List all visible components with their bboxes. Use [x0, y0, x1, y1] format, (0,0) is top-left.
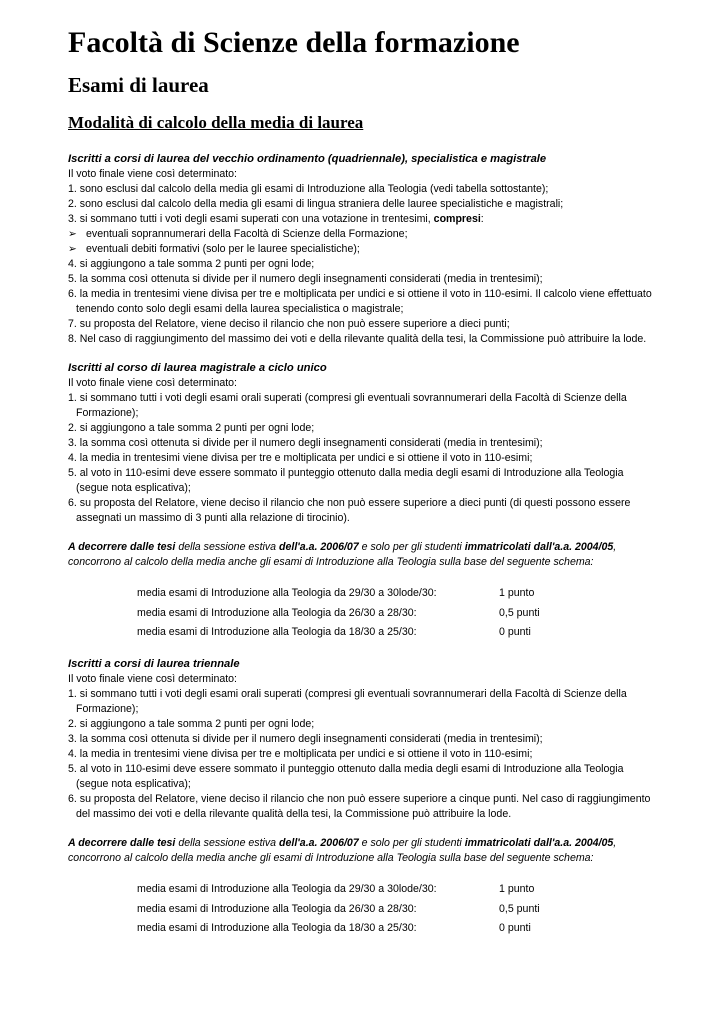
list-item: 2. si aggiungono a tale somma 2 punti per ogni lode; [68, 717, 315, 730]
schema-label: media esami di Introduzione alla Teologia da 26/30 a 28/30: [137, 902, 417, 915]
list-item: 5. al voto in 110-esimi deve essere sommato il punteggio ottenuto dalla media degli esami di Introduzione alla Teologia (segue nota esplicativa); [68, 467, 624, 494]
schema-label: media esami di Introduzione alla Teologia da 29/30 a 30lode/30: [137, 587, 437, 600]
note-emphasis: A decorrere dalle tesi [68, 541, 176, 553]
list-item: 3. la somma così ottenuta si divide per il numero degli insegnamenti considerati (media in trentesimi); [68, 732, 543, 745]
intro-text: Il voto finale viene così determinato: [68, 672, 238, 685]
list-item: 2. si aggiungono a tale somma 2 punti per ogni lode; [68, 422, 315, 434]
schema-row [137, 899, 658, 919]
list-item: 6. su proposta del Relatore, viene deciso il rilancio che non può essere superiore a dieci punti (di questi possono essere assegnati un massimo di 3 punti alla relazione di tirocinio). [68, 497, 631, 524]
schema-table [137, 584, 658, 643]
list-item-text: 3. si sommano tutti i voti degli esami superati con una votazione in trentesimi, [68, 213, 431, 225]
note-text: della sessione estiva [175, 836, 280, 849]
note-paragraph [68, 540, 658, 570]
schema-label: media esami di Introduzione alla Teologia da 26/30 a 28/30: [137, 606, 417, 619]
schema-label: media esami di Introduzione alla Teologia da 18/30 a 25/30: [137, 626, 417, 639]
list-item: 8. Nel caso di raggiungimento del massimo dei voti e della rilevante qualità della tesi, la Commissione può attribuire la lode. [68, 333, 647, 345]
schema-points: 0,5 punti [499, 902, 540, 915]
emphasis-text: compresi [433, 213, 481, 225]
note-text: concorrono al calcolo della media anche gli esami di Introduzione alla Teologia sulla base del seguente schema: [68, 851, 594, 864]
section-title: Iscritti a corsi di laurea triennale [68, 657, 240, 670]
schema-table [137, 880, 658, 939]
note-emphasis: dell'a.a. 2006/07 [279, 541, 359, 553]
bullet-item [68, 242, 658, 257]
list-item: 6. la media in trentesimi viene divisa per tre e moltiplicata per undici e si ottiene il voto in 110-esimi. Il calcolo viene effettuato tenendo conto solo degli esami della laurea specialistica o magistrale; [68, 288, 652, 315]
note-text: , [613, 836, 617, 849]
schema-points: 1 punto [499, 883, 535, 896]
bullet-text: eventuali soprannumerari della Facoltà di Scienze della Formazione; [86, 228, 408, 240]
punctuation: : [480, 213, 484, 225]
note-emphasis: dell'a.a. 2006/07 [279, 836, 359, 849]
note-emphasis: immatricolati dall'a.a. 2004/05 [464, 541, 614, 553]
intro-text: Il voto finale viene così determinato: [68, 377, 238, 389]
bullet-item [68, 227, 658, 242]
schema-row [137, 623, 658, 643]
page-title: Facoltà di Scienze della formazione [68, 26, 520, 59]
note-emphasis: immatricolati dall'a.a. 2004/05 [464, 836, 614, 849]
note-emphasis: A decorrere dalle tesi [68, 836, 176, 849]
schema-points: 0 punti [499, 922, 531, 935]
list-item: 1. si sommano tutti i voti degli esami orali superati (compresi gli eventuali sovrannumerari della Facoltà di Scienze della Formazione); [68, 392, 627, 419]
arrow-bullet-icon: ➢ [68, 228, 77, 240]
list-item: 1. sono esclusi dal calcolo della media gli esami di Introduzione alla Teologia (vedi tabella sottostante); [68, 183, 549, 195]
note-text: concorrono al calcolo della media anche gli esami di Introduzione alla Teologia sulla base del seguente schema: [68, 556, 594, 568]
list-item: 4. la media in trentesimi viene divisa per tre e moltiplicata per undici e si ottiene il voto in 110-esimi; [68, 452, 533, 464]
note-paragraph [68, 836, 658, 866]
list-item: 4. la media in trentesimi viene divisa per tre e moltiplicata per undici e si ottiene il voto in 110-esimi; [68, 747, 533, 760]
list-item [68, 212, 658, 227]
bullet-text: eventuali debiti formativi (solo per le lauree specialistiche); [86, 243, 360, 255]
schema-points: 1 punto [499, 587, 535, 600]
section-heading: Modalità di calcolo della media di laurea [68, 113, 364, 132]
page-subtitle: Esami di laurea [68, 73, 209, 97]
note-text: e solo per gli studenti [358, 541, 465, 553]
note-text: , [613, 541, 617, 553]
list-item: 5. al voto in 110-esimi deve essere sommato il punteggio ottenuto dalla media degli esami di Introduzione alla Teologia (segue nota esplicativa); [68, 762, 624, 790]
schema-row [137, 919, 658, 939]
section-title: Iscritti al corso di laurea magistrale a ciclo unico [68, 362, 327, 374]
schema-label: media esami di Introduzione alla Teologia da 29/30 a 30lode/30: [137, 883, 437, 896]
list-item: 5. la somma così ottenuta si divide per il numero degli insegnamenti considerati (media in trentesimi); [68, 273, 543, 285]
document-page [68, 24, 658, 939]
list-item: 7. su proposta del Relatore, viene deciso il rilancio che non può essere superiore a dieci punti; [68, 318, 510, 330]
schema-points: 0 punti [499, 626, 531, 639]
note-text: della sessione estiva [175, 541, 280, 553]
list-item: 2. sono esclusi dal calcolo della media gli esami di lingua straniera delle lauree specialistiche e magistrali; [68, 198, 564, 210]
list-item: 1. si sommano tutti i voti degli esami orali superati (compresi gli eventuali sovrannumerari della Facoltà di Scienze della Formazione); [68, 687, 627, 715]
schema-row [137, 604, 658, 624]
intro-text: Il voto finale viene così determinato: [68, 168, 238, 180]
schema-row [137, 584, 658, 604]
list-item: 3. la somma così ottenuta si divide per il numero degli insegnamenti considerati (media in trentesimi); [68, 437, 543, 449]
arrow-bullet-icon: ➢ [68, 243, 77, 255]
document-body [68, 152, 658, 939]
section-title: Iscritti a corsi di laurea del vecchio ordinamento (quadriennale), specialistica e magistrale [68, 153, 547, 165]
schema-label: media esami di Introduzione alla Teologia da 18/30 a 25/30: [137, 922, 417, 935]
schema-points: 0,5 punti [499, 606, 540, 619]
list-item: 6. su proposta del Relatore, viene deciso il rilancio che non può essere superiore a cinque punti. Nel caso di raggiungimento del massimo dei voti e della rilevante qualità della tesi, la Commissione può attribuire la lode. [68, 792, 651, 820]
list-item: 4. si aggiungono a tale somma 2 punti per ogni lode; [68, 258, 315, 270]
schema-row [137, 880, 658, 900]
note-text: e solo per gli studenti [358, 836, 465, 849]
